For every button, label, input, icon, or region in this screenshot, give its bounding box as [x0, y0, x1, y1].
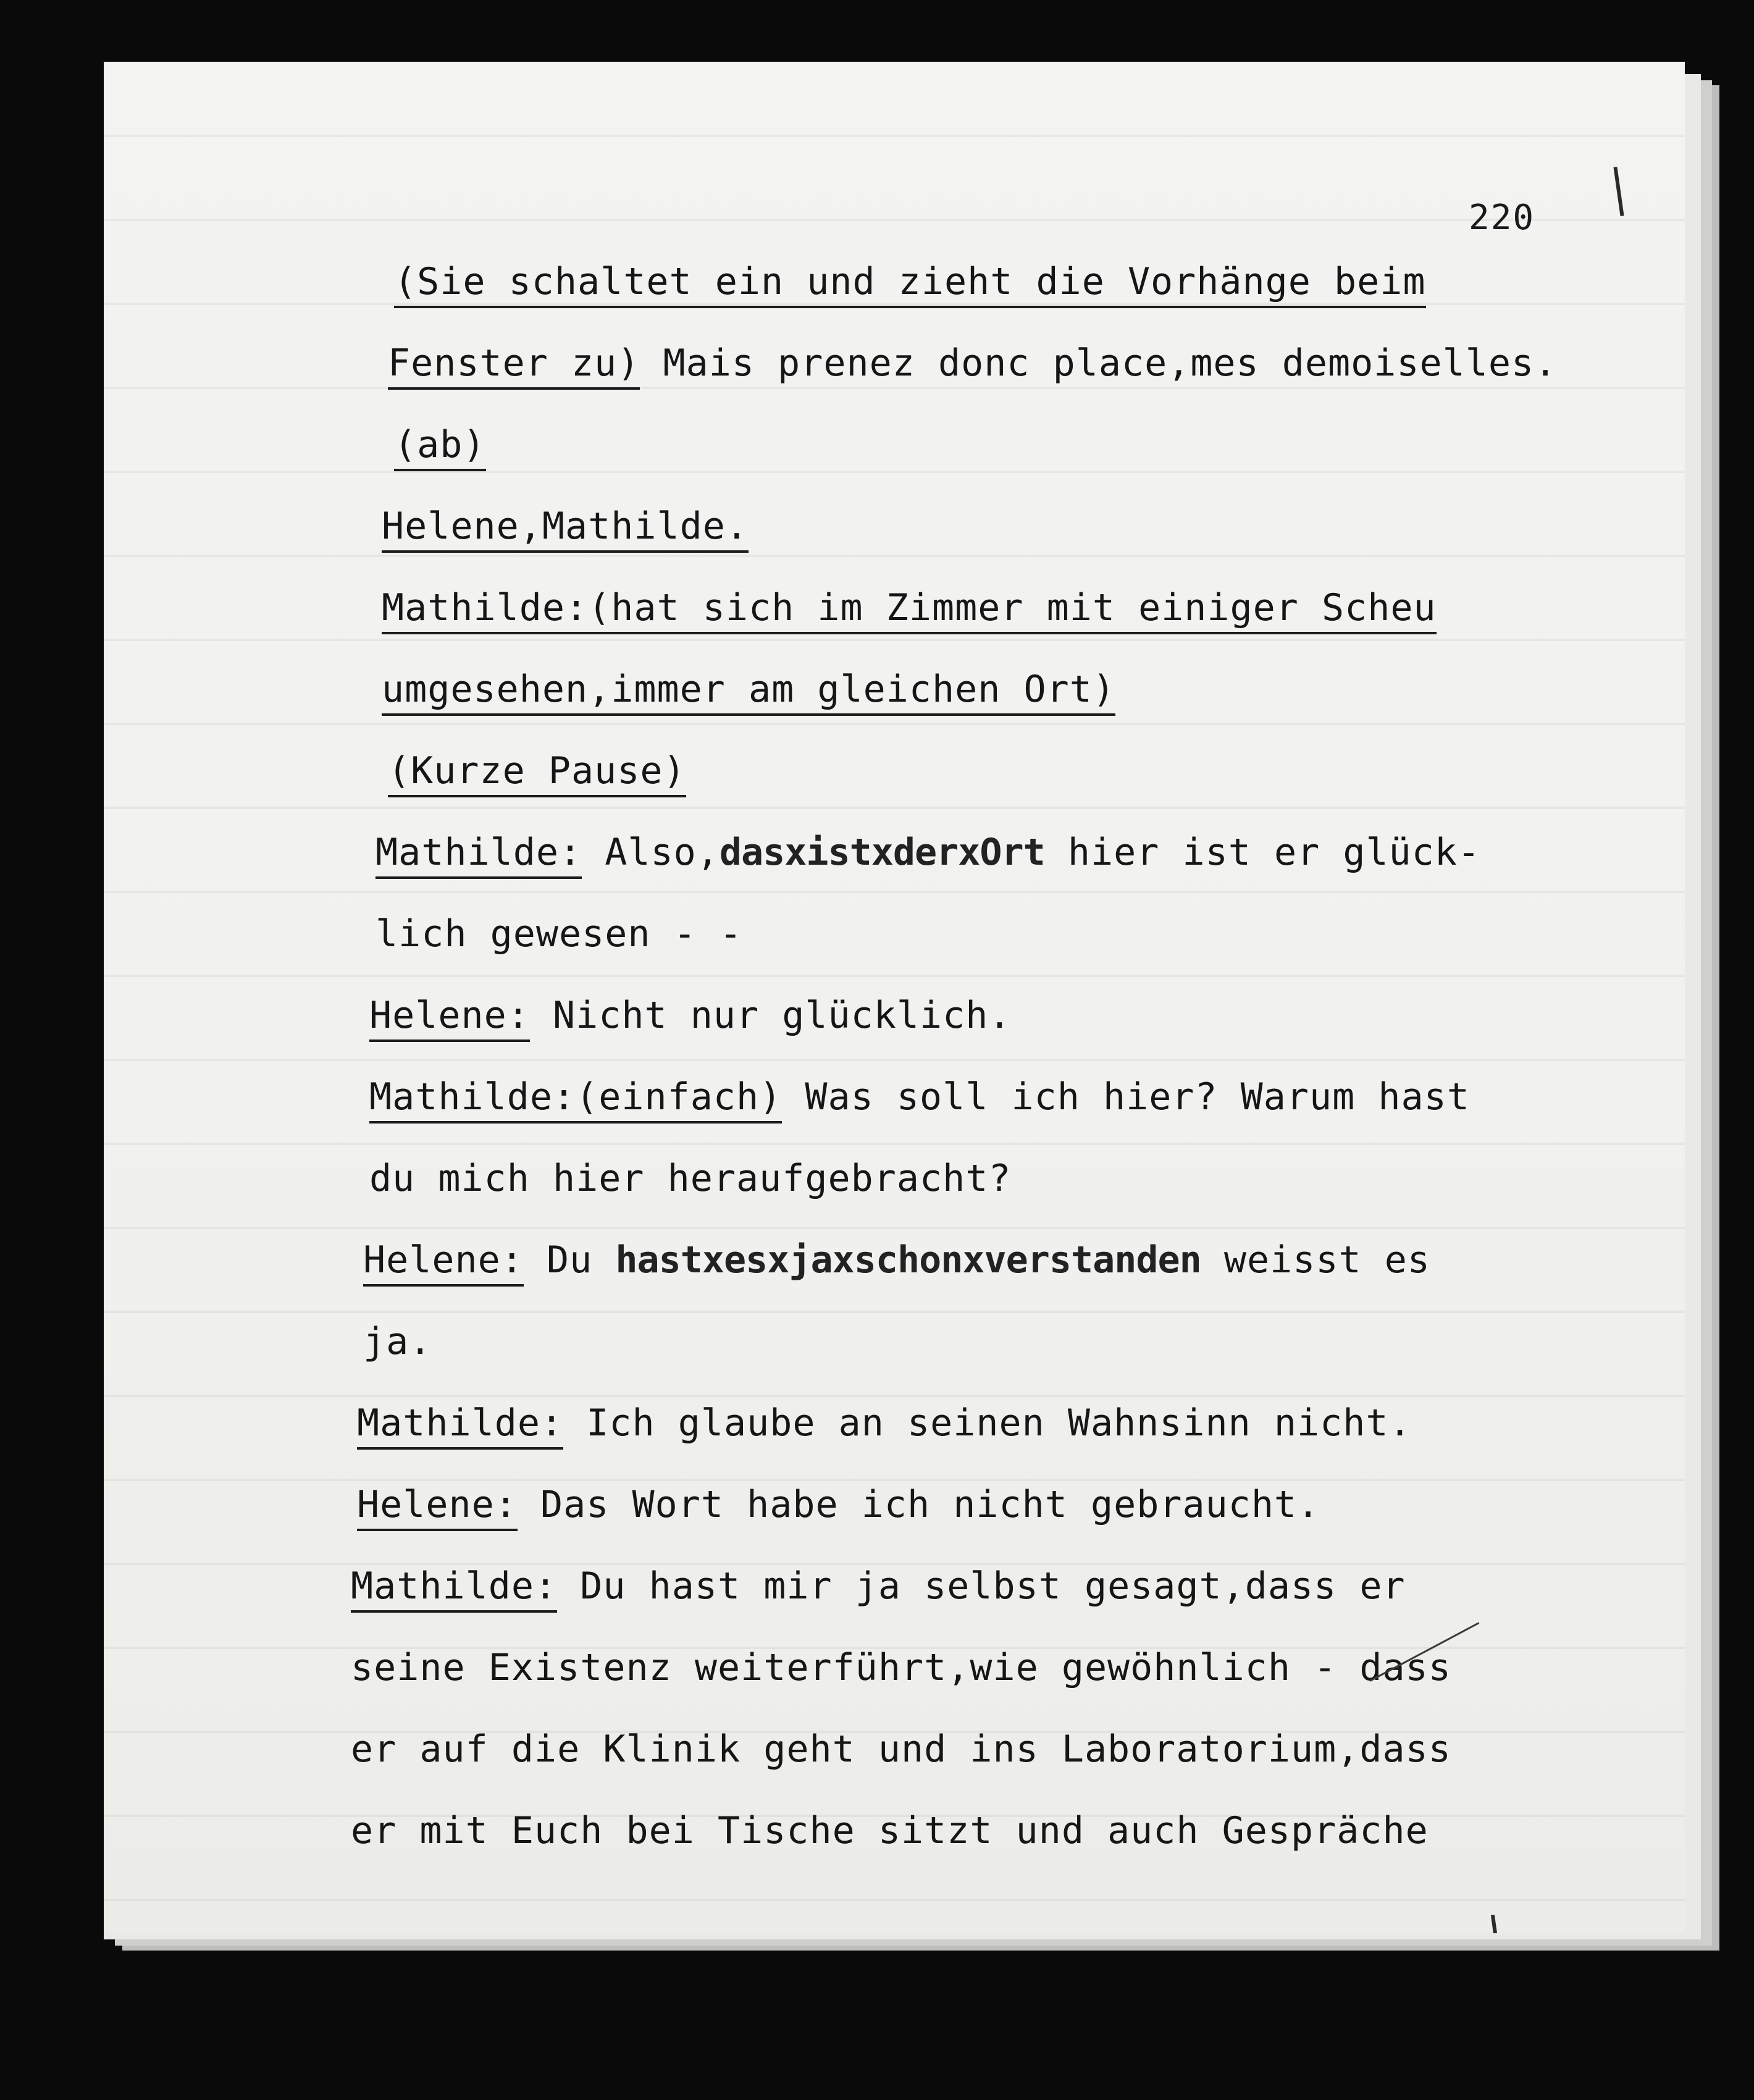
line-text: seine Existenz weiterführt,wie gewöhnlich - dass: [351, 1646, 1451, 1689]
typed-line: [369, 975, 1685, 1056]
line-text: Also,: [582, 831, 720, 874]
typed-line: [351, 1708, 1685, 1790]
typed-line: [382, 485, 1685, 567]
underlined-text: (ab): [394, 423, 486, 471]
underlined-text: Helene:: [363, 1238, 524, 1287]
line-text: Du hast mir ja selbst gesagt,dass er: [557, 1564, 1406, 1608]
typescript-body: [351, 241, 1685, 1871]
underlined-text: Helene:: [357, 1483, 518, 1531]
line-text: Ich glaube an seinen Wahnsinn nicht.: [563, 1401, 1412, 1445]
line-text: weisst es: [1201, 1238, 1430, 1282]
underlined-text: (hat sich im Zimmer mit einiger Scheu: [588, 586, 1437, 634]
typed-line: [382, 649, 1685, 730]
typed-line: [369, 1056, 1685, 1138]
line-text: lich gewesen - -: [376, 912, 742, 956]
underlined-text: Mathilde:: [357, 1401, 563, 1450]
typed-line: [357, 1382, 1685, 1464]
pencil-mark-bottom: [1491, 1915, 1500, 1933]
typed-line: [363, 1301, 1685, 1382]
underlined-text: Mathilde:: [382, 586, 588, 634]
typed-line: [394, 241, 1685, 322]
line-text: Mais prenez donc place,mes demoiselles.: [640, 342, 1558, 385]
typed-line: [388, 322, 1685, 404]
typed-line: [351, 1627, 1685, 1708]
line-text: er auf die Klinik geht und ins Laboratorium,dass: [351, 1728, 1451, 1771]
typed-line: [351, 1790, 1685, 1871]
line-text: er mit Euch bei Tische sitzt und auch Gespräche: [351, 1809, 1429, 1852]
underlined-text: Mathilde:: [369, 1075, 576, 1124]
line-text: Nicht nur glücklich.: [529, 994, 1012, 1037]
line-text: Du: [523, 1238, 616, 1282]
typed-line: [376, 893, 1685, 975]
underlined-text: Helene,Mathilde.: [382, 505, 749, 553]
typescript-page: [104, 62, 1685, 1933]
underlined-text: Fenster zu): [388, 342, 640, 390]
typed-line: [388, 730, 1685, 812]
line-text: Was soll ich hier? Warum hast: [782, 1075, 1470, 1119]
page-number: 220: [1469, 198, 1535, 238]
struck-out-text: dasxistxderxOrt: [719, 831, 1045, 874]
struck-out-text: hastxesxjaxschonxverstanden: [615, 1238, 1201, 1282]
line-text: ja.: [363, 1320, 432, 1363]
underlined-text: umgesehen,immer am gleichen Ort): [382, 668, 1115, 716]
typed-line: [369, 1138, 1685, 1219]
underlined-text: Mathilde:: [376, 831, 582, 879]
underlined-text: (Kurze Pause): [388, 749, 686, 797]
typed-line: [351, 1545, 1685, 1627]
typed-line: [357, 1464, 1685, 1545]
typed-line: [363, 1219, 1685, 1301]
underlined-text: (einfach): [576, 1075, 782, 1124]
line-text: du mich hier heraufgebracht?: [369, 1157, 1012, 1200]
pencil-tick-mark: [1613, 167, 1624, 216]
typed-line: [376, 812, 1685, 893]
typed-line: [394, 404, 1685, 485]
typed-line: [382, 567, 1685, 649]
underlined-text: Mathilde:: [351, 1564, 557, 1613]
underlined-text: Helene:: [369, 994, 530, 1042]
underlined-text: (Sie schaltet ein und zieht die Vorhänge beim: [394, 260, 1426, 308]
line-text: hier ist er glück-: [1044, 831, 1481, 874]
line-text: Das Wort habe ich nicht gebraucht.: [517, 1483, 1320, 1526]
